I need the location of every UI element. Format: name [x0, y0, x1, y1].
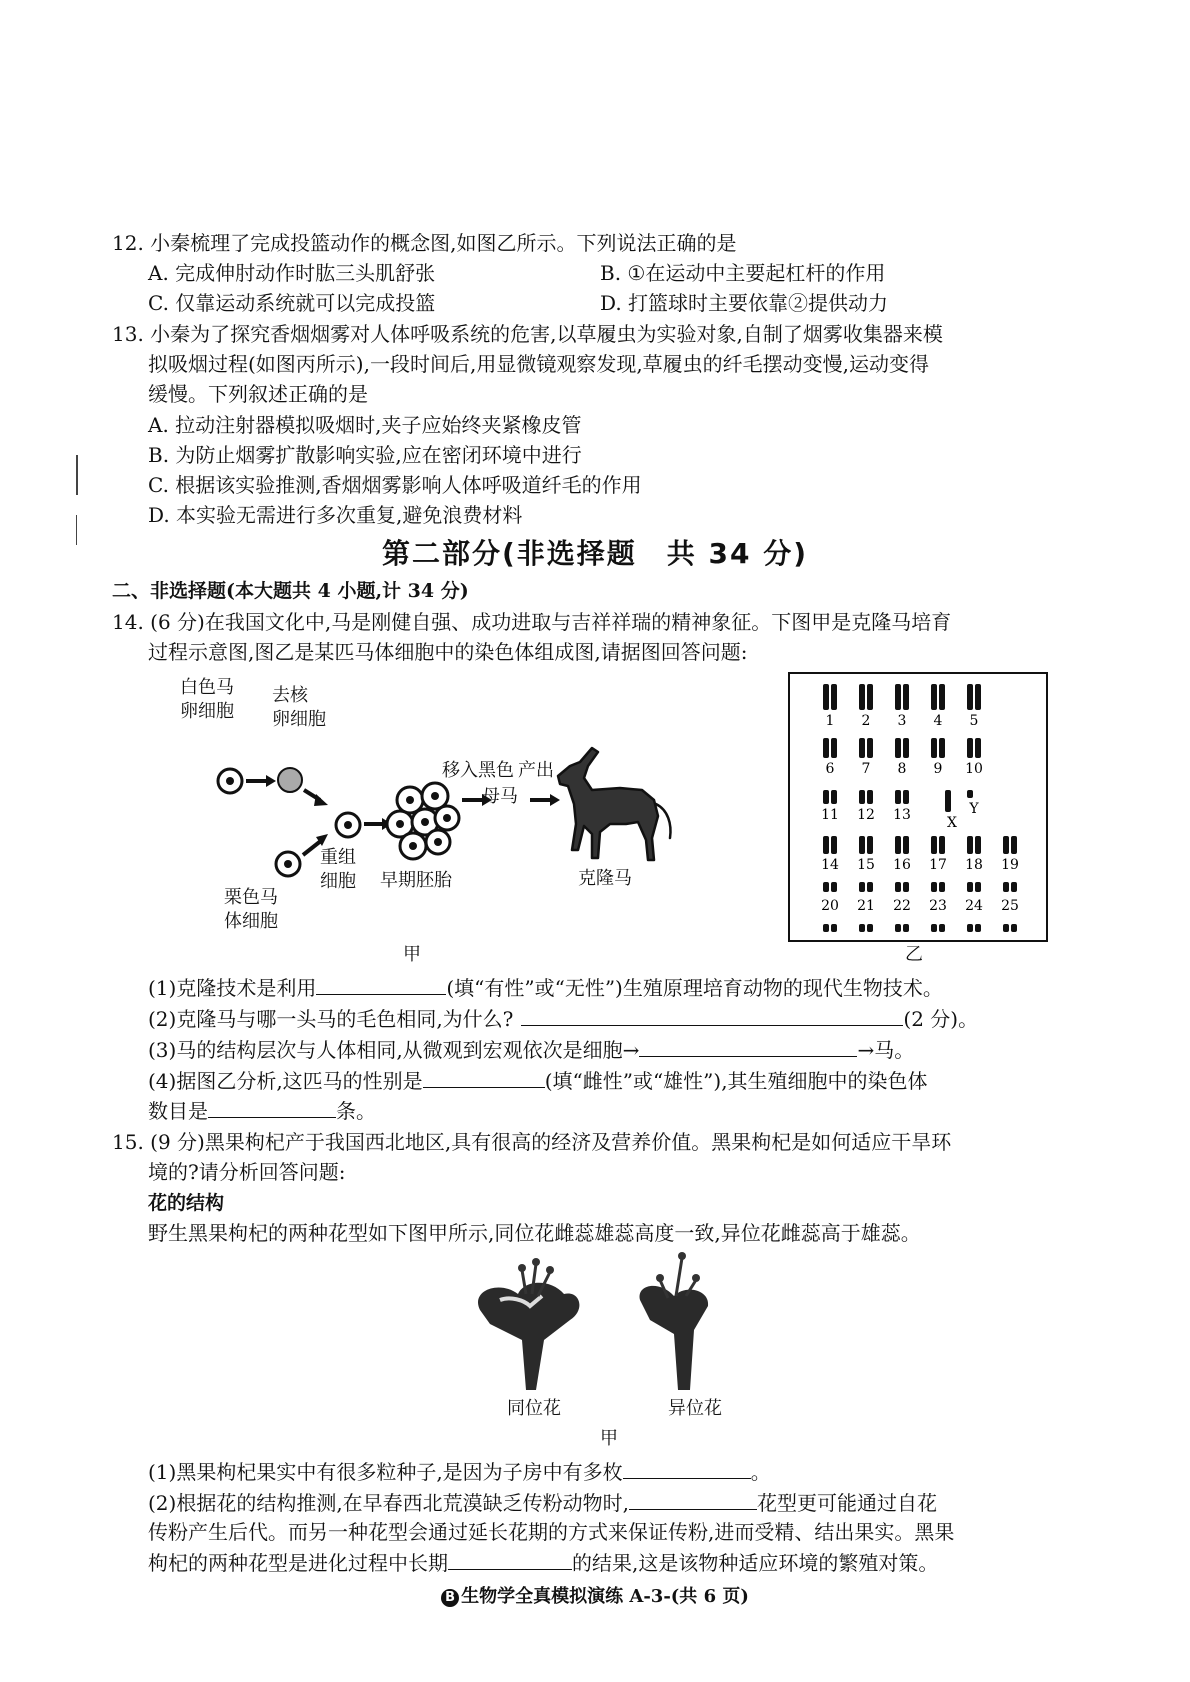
q14-sub1-suffix: (填“有性”或“无性”)生殖原理培育动物的现代生物技术。: [446, 976, 943, 1000]
q15-sub2-suffix: 花型更可能通过自花: [757, 1491, 938, 1515]
chromosome-label: 6: [825, 761, 835, 777]
chromosome-15: [859, 836, 873, 854]
q14-sub2-blank[interactable]: [521, 1003, 903, 1026]
q14-sub4-prefix: (4)据图乙分析,这匹马的性别是: [148, 1069, 423, 1093]
q15-sub2-line3: [148, 1547, 938, 1578]
figure-cloning-process: [180, 677, 720, 932]
chromosome-28: [895, 924, 909, 932]
chromosome-label: 19: [1001, 857, 1019, 873]
footer-text: 生物学全真模拟演练 A-3-(共 6 页): [461, 1586, 749, 1607]
chromosome-25: [1003, 882, 1017, 892]
chromosome-12: [859, 790, 873, 804]
chromosome-label: 16: [893, 857, 911, 873]
q14-sub4-blank-sex[interactable]: [423, 1065, 545, 1088]
chromosome-7: [859, 738, 873, 758]
chromosome-label: 3: [897, 713, 907, 729]
chromosome-label: 22: [893, 898, 911, 914]
homostyle-flower-icon: [478, 1258, 579, 1390]
label-heterostyle-flower: 异位花: [668, 1398, 722, 1419]
q12-stem: 12. 小秦梳理了完成投篮动作的概念图,如图乙所示。下列说法正确的是: [112, 231, 737, 255]
q14-sub2: [148, 1003, 978, 1034]
part2-subtitle: 二、非选择题(本大题共 4 小题,计 34 分): [112, 580, 469, 602]
chromosome-label: 13: [893, 807, 911, 823]
label-homostyle-flower: 同位花: [507, 1398, 561, 1419]
label-transfer-mare-a: 移入黑色: [442, 760, 514, 781]
q14-sub4-count-suffix: 条。: [336, 1099, 376, 1123]
chromosome-label: 4: [933, 713, 943, 729]
figure-caption-flowers: 甲: [600, 1428, 618, 1449]
q14-sub1-blank[interactable]: [316, 972, 446, 995]
figure-karyotype: [788, 672, 1048, 942]
chromosome-6: [823, 738, 837, 758]
chromosome-label: 12: [857, 807, 875, 823]
chromosome-label: 24: [965, 898, 983, 914]
q15-stem-line: 境的?请分析回答问题:: [148, 1160, 346, 1184]
q13-option-c: C. 根据该实验推测,香烟烟雾影响人体呼吸道纤毛的作用: [148, 473, 642, 497]
chromosome-10: [967, 738, 981, 758]
q13-stem-line: 拟吸烟过程(如图丙所示),一段时间后,用显微镜观察发现,草履虫的纤毛摆动变慢,运动变得: [148, 352, 930, 376]
q14-sub4-middle: (填“雌性”或“雄性”),其生殖细胞中的染色体: [544, 1069, 928, 1093]
early-embryo-icon: [387, 783, 459, 859]
q12-option-a: A. 完成伸肘动作时肱三头肌舒张: [148, 261, 436, 285]
q14-sub2-prefix: (2)克隆马与哪一头马的毛色相同,为什么?: [148, 1007, 514, 1031]
karyotype-diagram: [790, 674, 1046, 940]
q15-stem-line: 15. (9 分)黑果枸杞产于我国西北地区,具有很高的经济及营养价值。黑果枸杞是如何适应干旱环: [112, 1130, 952, 1154]
chromosome-label: 25: [1001, 898, 1019, 914]
chromosome-26: [823, 924, 837, 932]
chromosome-16: [895, 836, 909, 854]
q12-option-c: C. 仅靠运动系统就可以完成投篮: [148, 291, 436, 315]
chromosome-19: [1003, 836, 1017, 854]
q14-sub4-count-prefix: 数目是: [148, 1099, 208, 1123]
q14-sub3-prefix: (3)马的结构层次与人体相同,从微观到宏观依次是细胞→: [148, 1038, 640, 1062]
horse-icon: [558, 748, 670, 860]
chromosome-label: 14: [821, 857, 839, 873]
binding-mark: [76, 455, 78, 495]
q15-sub2-line3-suffix: 的结果,这是该物种适应环境的繁殖对策。: [572, 1551, 939, 1575]
enucleated-egg-icon: [278, 768, 302, 792]
heterostyle-flower-icon: [640, 1252, 709, 1390]
label-early-embryo: 早期胚胎: [380, 870, 452, 891]
figure-caption-yi: 乙: [905, 944, 923, 965]
q15-sub2-line3-prefix: 枸杞的两种花型是进化过程中长期: [148, 1551, 448, 1575]
chromosome-23: [931, 882, 945, 892]
chromosome-label: 5: [969, 713, 979, 729]
chromosome-11: [823, 790, 837, 804]
q15-sub1: [148, 1456, 771, 1487]
q14-sub4: [148, 1065, 928, 1096]
chromosome-13: [895, 790, 909, 804]
q13-option-b: B. 为防止烟雾扩散影响实验,应在密闭环境中进行: [148, 443, 582, 467]
chromosome-label: 9: [933, 761, 943, 777]
chromosome-label: 17: [929, 857, 947, 873]
q13-stem-line: 13. 小秦为了探究香烟烟雾对人体呼吸系统的危害,以草履虫为实验对象,自制了烟雾收集器来模: [112, 322, 943, 346]
chromosome-label: 15: [857, 857, 875, 873]
q15-sub2-line2: 传粉产生后代。而另一种花型会通过延长花期的方式来保证传粉,进而受精、结出果实。黑果: [148, 1520, 955, 1544]
part2-title: 第二部分(非选择题 共 34 分): [381, 537, 809, 570]
q15-sub2-blank-type[interactable]: [629, 1487, 757, 1510]
label-enucleated-egg: 去核 卵细胞: [272, 685, 326, 730]
q15-sub2: [148, 1487, 937, 1518]
chromosome-label: 21: [857, 898, 875, 914]
chromosome-label: 11: [821, 807, 839, 823]
chromosome-24: [967, 882, 981, 892]
label-recombined-cell: 重组 细胞: [320, 847, 356, 892]
chromosome-label: X: [947, 815, 957, 831]
chromosome-21: [859, 882, 873, 892]
chromosome-1: [823, 684, 837, 710]
q13-option-d: D. 本实验无需进行多次重复,避免浪费材料: [148, 503, 523, 527]
q15-sub2-blank-evolution[interactable]: [448, 1547, 572, 1570]
chromosome-label: 2: [861, 713, 871, 729]
chromosome-label: 10: [965, 761, 983, 777]
q14-sub3-blank[interactable]: [639, 1034, 857, 1057]
chromosome-2: [859, 684, 873, 710]
q14-sub1-prefix: (1)克隆技术是利用: [148, 976, 317, 1000]
chromosome-22: [895, 882, 909, 892]
chromosome-label: 18: [965, 857, 983, 873]
q14-sub2-suffix: (2 分)。: [903, 1007, 979, 1031]
chromosome-label: 1: [825, 713, 835, 729]
q15-heading: 花的结构: [148, 1192, 225, 1214]
q13-stem-line: 缓慢。下列叙述正确的是: [148, 382, 368, 406]
chromosome-17: [931, 836, 945, 854]
label-white-horse-egg: 白色马 卵细胞: [180, 677, 234, 722]
q12-option-d: D. 打篮球时主要依靠②提供动力: [600, 291, 889, 315]
chromosome-29: [931, 924, 945, 932]
edition-badge: B: [441, 1589, 459, 1607]
chromosome-label: 20: [821, 898, 839, 914]
chromosome-14: [823, 836, 837, 854]
q14-stem-line: 14. (6 分)在我国文化中,马是刚健自强、成功进取与吉祥祥瑞的精神象征。下图甲是克隆马培育: [112, 610, 952, 634]
q14-sub3-suffix: →马。: [857, 1038, 915, 1062]
q14-stem-line: 过程示意图,图乙是某匹马体细胞中的染色体组成图,请据图回答问题:: [148, 640, 748, 664]
chromosome-label: 7: [861, 761, 871, 777]
flowers-diagram: [460, 1250, 760, 1410]
label-clone-horse: 克隆马: [578, 868, 632, 889]
chromosome-27: [859, 924, 873, 932]
chromosome-30: [967, 924, 981, 932]
q15-sub1-suffix: 。: [750, 1460, 771, 1484]
label-chestnut-body-cell: 栗色马 体细胞: [224, 887, 278, 932]
label-transfer-mare-b: 母马: [482, 786, 518, 807]
page-footer: [0, 1582, 1190, 1608]
chromosome-31: [1003, 924, 1017, 932]
q15-sub2-prefix: (2)根据花的结构推测,在早春西北荒漠缺乏传粉动物时,: [148, 1491, 630, 1515]
q15-sub1-prefix: (1)黑果枸杞果实中有很多粒种子,是因为子房中有多枚: [148, 1460, 623, 1484]
q14-sub3: [148, 1034, 914, 1065]
chromosome-label: 8: [897, 761, 907, 777]
chromosome-Y: [967, 790, 973, 798]
chromosome-9: [931, 738, 945, 758]
nucleus-icon: [226, 777, 234, 785]
q14-sub4-blank-count[interactable]: [208, 1095, 336, 1118]
figure-caption-jia: 甲: [403, 944, 421, 965]
chromosome-4: [931, 684, 945, 710]
q15-sub1-blank[interactable]: [623, 1456, 751, 1479]
q14-sub1: [148, 972, 943, 1003]
chromosome-20: [823, 882, 837, 892]
chromosome-label: 23: [929, 898, 947, 914]
q15-intro: 野生黑果枸杞的两种花型如下图甲所示,同位花雌蕊雄蕊高度一致,异位花雌蕊高于雄蕊。: [148, 1221, 921, 1245]
chromosome-label: Y: [969, 801, 979, 817]
q12-option-b: B. ①在运动中主要起杠杆的作用: [600, 261, 886, 285]
chromosome-5: [967, 684, 981, 710]
chromosome-X: [945, 790, 951, 812]
label-birth: 产出: [518, 760, 554, 781]
chromosome-8: [895, 738, 909, 758]
chromosome-3: [895, 684, 909, 710]
q13-option-a: A. 拉动注射器模拟吸烟时,夹子应始终夹紧橡皮管: [148, 413, 582, 437]
q14-sub4-cont: [148, 1095, 376, 1126]
figure-flowers: [460, 1250, 760, 1410]
chromosome-18: [967, 836, 981, 854]
